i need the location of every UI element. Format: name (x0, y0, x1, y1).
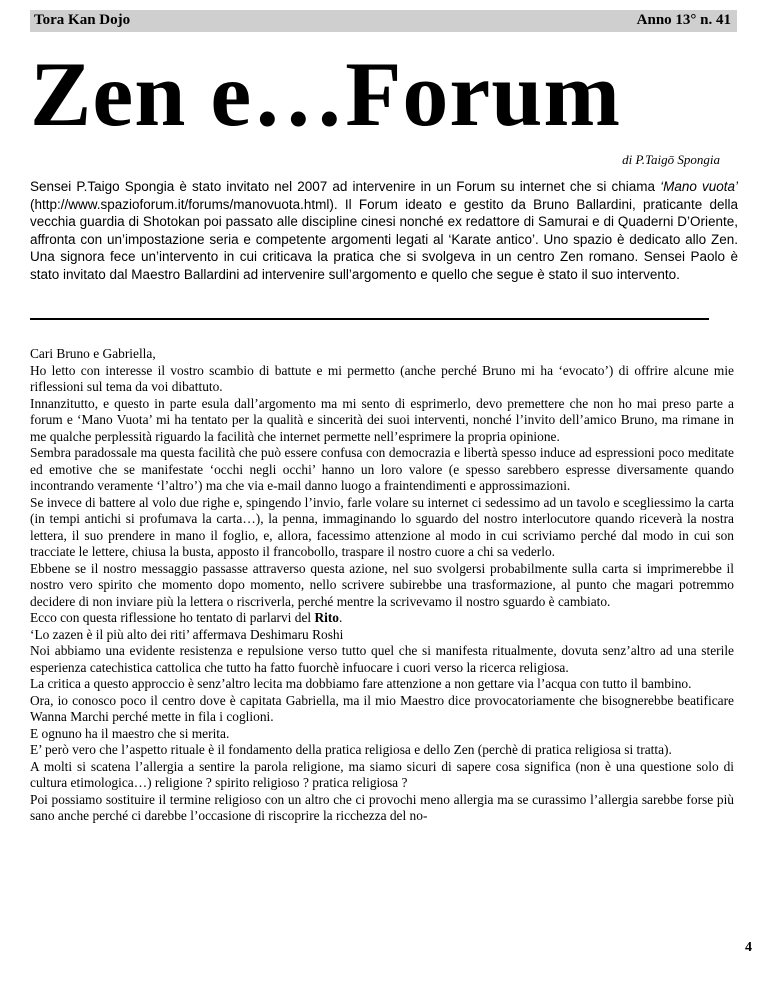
intro-text-2: (http://www.spazioforum.it/forums/manovuota.html). Il Forum ideato e gestito da Bruno Ballardini, praticante della vecchia guardia di Shotokan poi passato alle discipline cinesi nonché ex redattore di Samurai e di Quaderni D’Oriente, affronta con un’impostazione seria e competente argomenti legati al ‘Karate antico’. Uno spazio è dedicato allo Zen. Una signora fece un’intervento in cui criticava la pratica che si svolgeva in un centro Zen romano. Sensei Paolo è stato invitato dal Maestro Ballardini ad intervenire sull’argomento e quello che segue è stato il suo intervento. (30, 196, 738, 282)
page-number: 4 (745, 940, 752, 955)
intro-text-1: Sensei P.Taigo Spongia è stato invitato nel 2007 ad intervenire in un Forum su internet che si chiama (30, 179, 661, 194)
issue-number: Anno 13° n. 41 (636, 12, 731, 28)
letter-paragraph: Innanzitutto, e questo in parte esula dall’argomento ma mi sento di esprimerlo, devo premettere che non ho mai preso parte a forum e ‘Mano Vuota’ mi ha tentato per la qualità e sincerità dei suoi interventi, nonché l’invito dell’amico Bruno, ma rimane in me qualche perplessità riguardo la facilità che internet permette nell’esprimere la propria opinione. (30, 395, 734, 444)
rito-bold: Rito (314, 610, 339, 625)
letter-paragraph: Ebbene se il nostro messaggio passasse attraverso questa azione, nel suo svolgersi probabilmente sulla carta si imprimerebbe il nostro vero spirito che momento dopo momento, nello scrivere subirebbe una trasformazione, al punto che magari potremmo decidere di non inviare più la lettera o riscriverla, perché mentre la scrivevamo il nostro sguardo è cambiato. (30, 560, 734, 609)
letter-paragraph: Sembra paradossale ma questa facilità che può essere confusa con democrazia e libertà spesso induce ad espressioni poco meditate ed emotive che se manifestate ‘occhi negli occhi’ hanno un loro valore (e spesso sarebbero espresse diversamente quando incontrando veramente ‘l’altro’) ma che via e-mail danno luogo a fraintendimenti e approssimazioni. (30, 445, 734, 493)
letter-paragraph (30, 610, 734, 627)
letter-paragraph: Ora, io conosco poco il centro dove è capitata Gabriella, ma il mio Maestro dice provocatoriamente che bisognerebbe beatificare Wanna Marchi perché mette in fila i coglioni. (30, 692, 734, 724)
rito-text-after: . (339, 610, 343, 625)
divider-line (30, 318, 709, 320)
letter-paragraph: Poi possiamo sostituire il termine religioso con un altro che ci provochi meno allergia ma se curassimo l’allergia sarebbe forse più sano anche perché ci darebbe l’occasione di riscoprire la ricchezza del no- (30, 791, 734, 823)
letter-quote: ‘Lo zazen è il più alto dei riti’ affermava Deshimaru Roshi (30, 626, 344, 642)
intro-forum-name: ‘Mano vuota’ (660, 179, 739, 194)
letter-paragraph: A molti si scatena l’allergia a sentire la parola religione, ma siamo sicuri di sapere cosa significa (non è una questione solo di cultura etimologica…) religione ? spirito religioso ? pratica religiosa ? (30, 758, 734, 790)
letter-greeting: Cari Bruno e Gabriella, (30, 346, 156, 361)
rito-text-before: Ecco con questa riflessione ho tentato di parlarvi del (30, 610, 315, 625)
intro-paragraph (30, 178, 738, 283)
letter-paragraph: Ho letto con interesse il vostro scambio di battute e mi permetto (anche perché Bruno mi ha ‘evocato’) di offrire alcune mie riflessioni sul tema da voi dibattuto. (30, 362, 734, 394)
letter-body (30, 346, 734, 825)
header-bar (30, 10, 737, 32)
page-title: Zen e…Forum (30, 43, 622, 145)
letter-paragraph: Se invece di battere al volo due righe e, spingendo l’invio, farle volare su internet ci sedessimo ad un tavolo e scegliessimo la carta (in tempi antichi si profumava la carta…), la penna, immaginando lo sguardo del nostro interlocutore quando riceverà la nostra lettera, il suo prendere in mano il foglio, e, allora, facessimo attenzione al modo in cui scriviamo perché dal modo in cui son tracciate le lettere, chiusa la busta, apposto il francobollo, traspare il nostro cuore a chi sa vederlo. (30, 494, 734, 559)
letter-paragraph: Noi abbiamo una evidente resistenza e repulsione verso tutto quel che si manifesta ritualmente, dovuta senz’altro ad una sterile esperienza catechistica cattolica che tutto ha fatto fuorchè infuocare i cuori verso la ricerca religiosa. (30, 643, 734, 675)
letter-paragraph: E’ però vero che l’aspetto rituale è il fondamento della pratica religiosa e dello Zen (perchè di pratica religiosa si tratta). (30, 742, 672, 757)
byline: di P.Taigō Spongia (622, 152, 720, 167)
letter-paragraph: La critica a questo approccio è senz’altro lecita ma dobbiamo fare attenzione a non gettare via l’acqua con tutto il bambino. (30, 676, 692, 691)
dojo-name: Tora Kan Dojo (34, 12, 131, 28)
letter-paragraph: E ognuno ha il maestro che si merita. (30, 725, 230, 741)
